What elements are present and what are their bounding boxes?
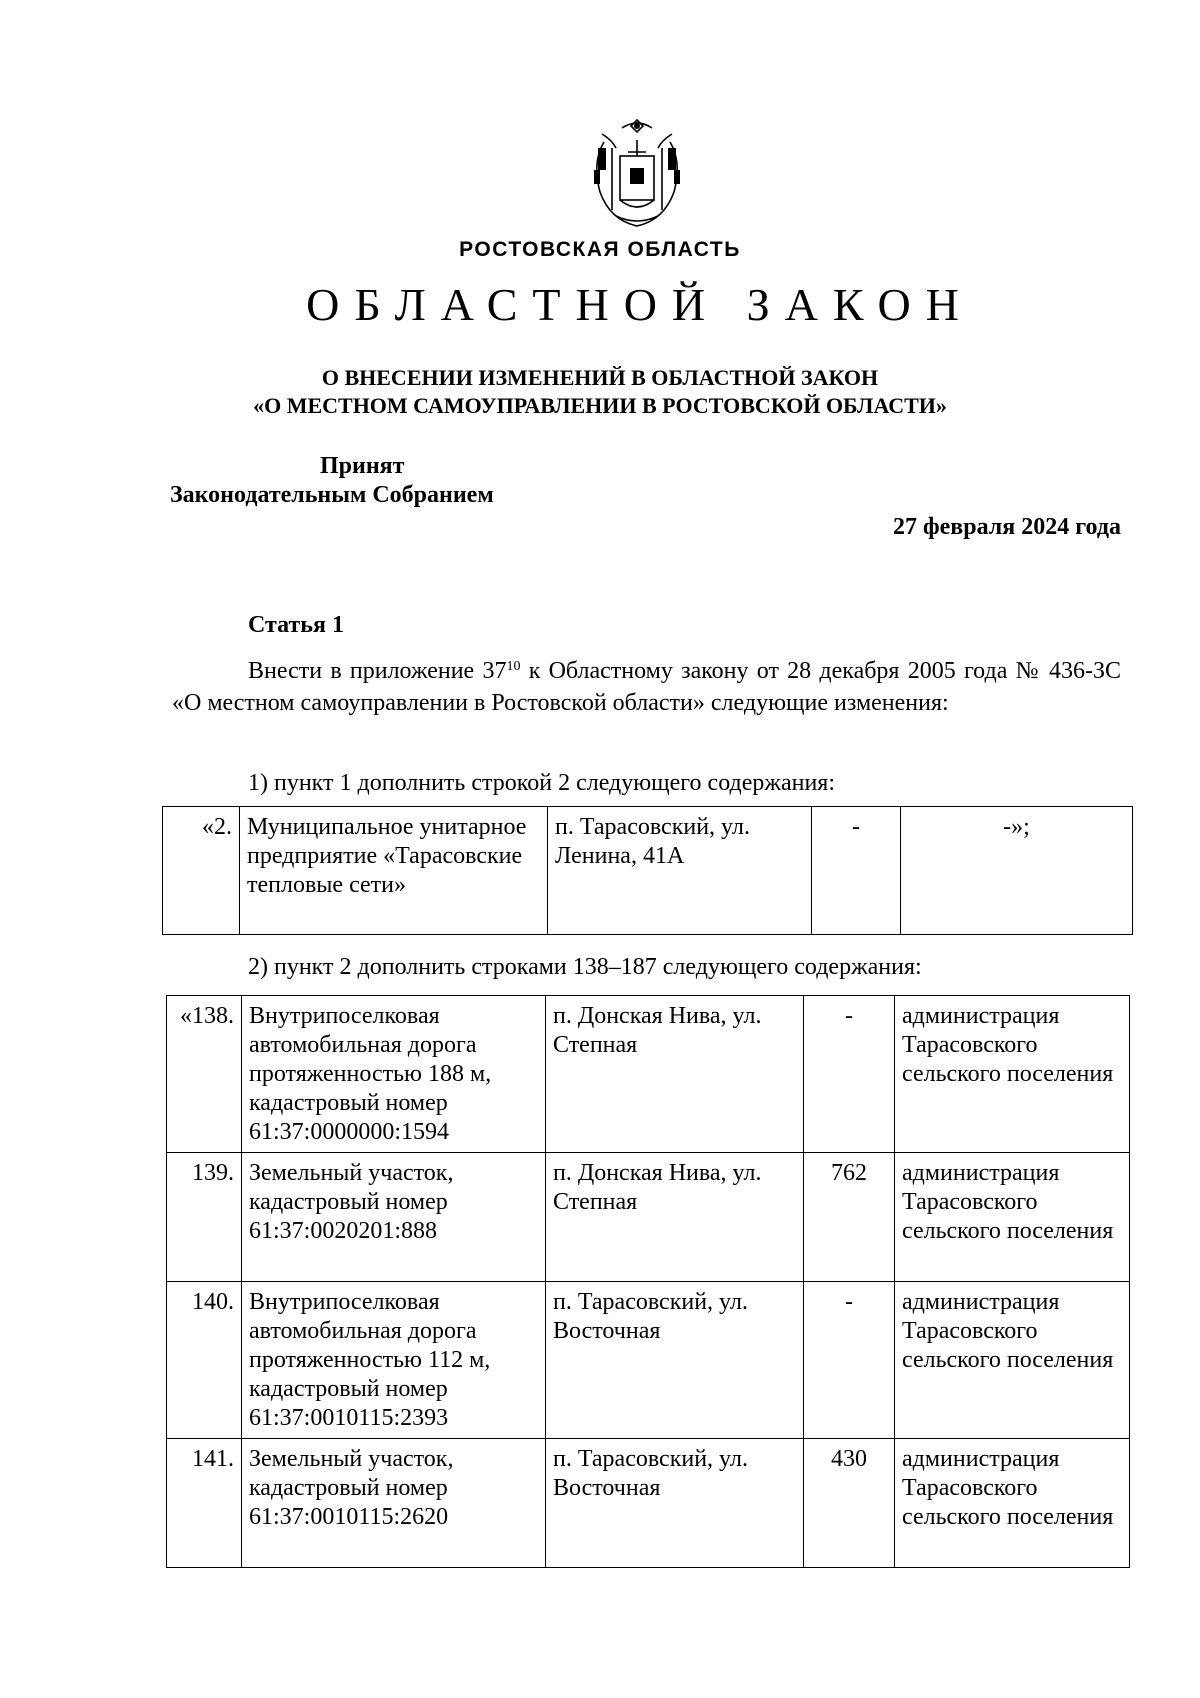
row-number: 140. — [167, 1282, 242, 1439]
law-type-title: ОБЛАСТНОЙ ЗАКОН — [306, 279, 974, 330]
row-holder: администрация Тарасовского сельского поселения — [895, 1439, 1130, 1568]
row-area: 762 — [804, 1153, 895, 1282]
item-2-text: 2) пункт 2 дополнить строками 138–187 следующего содержания: — [248, 954, 922, 980]
row-area: - — [812, 807, 901, 935]
row-holder: администрация Тарасовского сельского поселения — [895, 1153, 1130, 1282]
table-row — [167, 1153, 1130, 1282]
row-name: Внутрипоселковая автомобильная дорога протяженностью 112 м, кадастровый номер 61:37:0010115:2393 — [242, 1282, 546, 1439]
adoption-block — [170, 452, 494, 510]
row-address: п. Донская Нива, ул. Степная — [546, 1153, 804, 1282]
row-number: 139. — [167, 1153, 242, 1282]
row-address: п. Донская Нива, ул. Степная — [546, 996, 804, 1153]
row-address: п. Тарасовский, ул. Ленина, 41А — [548, 807, 812, 935]
table-line-2 — [162, 806, 1133, 935]
article-paragraph — [172, 655, 1121, 719]
row-holder: -»; — [901, 807, 1133, 935]
law-subtitle — [0, 364, 1200, 420]
region-name: РОСТОВСКАЯ ОБЛАСТЬ — [459, 238, 741, 261]
row-address: п. Тарасовский, ул. Восточная — [546, 1439, 804, 1568]
row-number: «138. — [167, 996, 242, 1153]
paragraph-text-end: к Областному закону от 28 декабря 2005 года № 436-ЗС «О местном самоуправлении в Ростовской области» следующие изменения: — [172, 658, 1121, 716]
coat-of-arms-icon — [582, 112, 692, 234]
item-1-text: 1) пункт 1 дополнить строкой 2 следующего содержания: — [248, 770, 836, 796]
row-holder: администрация Тарасовского сельского поселения — [895, 1282, 1130, 1439]
row-name: Внутрипоселковая автомобильная дорога протяженностью 188 м, кадастровый номер 61:37:0000000:1594 — [242, 996, 546, 1153]
row-name: Земельный участок, кадастровый номер 61:37:0020201:888 — [242, 1153, 546, 1282]
adoption-line2: Законодательным Собранием — [170, 482, 494, 508]
table-row — [167, 996, 1130, 1153]
row-holder: администрация Тарасовского сельского поселения — [895, 996, 1130, 1153]
row-area: - — [804, 996, 895, 1153]
table-row — [167, 1282, 1130, 1439]
row-area: 430 — [804, 1439, 895, 1568]
row-area: - — [804, 1282, 895, 1439]
table-row — [163, 807, 1133, 935]
appendix-superscript: 10 — [506, 659, 521, 674]
row-number: 141. — [167, 1439, 242, 1568]
table-lines-138-187 — [166, 995, 1130, 1568]
row-name: Муниципальное унитарное предприятие «Тарасовские тепловые сети» — [240, 807, 548, 935]
law-subtitle-line1: О ВНЕСЕНИИ ИЗМЕНЕНИЙ В ОБЛАСТНОЙ ЗАКОН — [321, 365, 879, 390]
table-row — [167, 1439, 1130, 1568]
adoption-date: 27 февраля 2024 года — [893, 514, 1121, 540]
row-number: «2. — [163, 807, 240, 935]
row-address: п. Тарасовский, ул. Восточная — [546, 1282, 804, 1439]
article-title: Статья 1 — [248, 612, 344, 638]
adoption-line1: Принят — [320, 453, 405, 479]
law-subtitle-line2: «О МЕСТНОМ САМОУПРАВЛЕНИИ В РОСТОВСКОЙ ОБЛАСТИ» — [253, 393, 947, 418]
row-name: Земельный участок, кадастровый номер 61:37:0010115:2620 — [242, 1439, 546, 1568]
paragraph-text-start: Внести в приложение 37 — [248, 658, 507, 684]
